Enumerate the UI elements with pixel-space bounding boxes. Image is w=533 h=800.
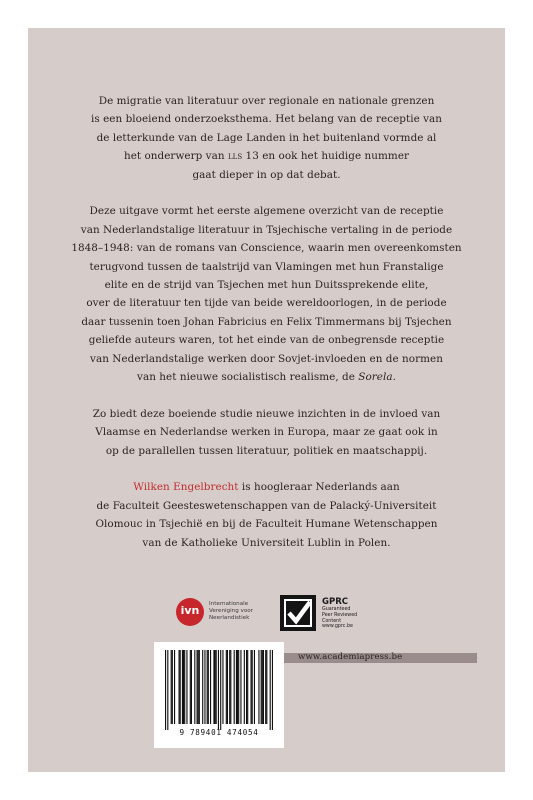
text-line [28,478,505,496]
text-line: Vlaamse en Nederlandse werken in Europa, maar ze gaat ook in [95,426,438,439]
barcode-bar [216,650,217,724]
barcode-bar [230,650,231,724]
barcode-bar [238,650,239,724]
gprc-line: Guaranteed [322,607,351,612]
text-line: 1848–1948: van de romans van Conscience, waarin men overeenkomsten [71,242,462,255]
ivn-logo [176,598,204,626]
barcode-bar [229,650,230,724]
barcode-bar [213,650,214,724]
barcode-bar [254,650,255,724]
isbn-barcode [165,650,273,730]
ivn-mark: ivn [180,604,200,617]
barcode-bar [266,650,267,724]
text-line: is een bloeiend onderzoeksthema. Het belang van de receptie van [90,113,443,126]
gprc-label [322,597,382,630]
text-fragment: . [392,371,396,384]
gprc-line: Peer Reviewed [322,612,358,618]
barcode-bar [171,650,172,724]
barcode-bar [227,650,228,724]
journal-abbreviation: lls [227,150,243,163]
author-paragraph [28,478,505,552]
gprc-url: www.gprc.be [322,624,353,630]
checkmark-icon [280,595,316,631]
barcode-bar [226,650,227,724]
barcode-bar [199,650,200,724]
overview-paragraph [28,202,505,386]
ivn-name-line: Internationale [209,601,249,607]
text-fragment: 13 en ook het huidige nummer [242,150,410,163]
text-line: van Nederlandstalige werken door Sovjet-invloeden en de normen [90,352,443,365]
barcode-bar [252,650,253,724]
barcode-bar [263,650,264,724]
barcode-bar [182,650,183,724]
text-line [28,368,505,386]
barcode-bar [258,650,259,724]
publisher-url[interactable]: www.academiapress.be [298,652,403,662]
author-name: Wilken Engelbrecht [133,481,239,494]
barcode-bar [174,650,175,724]
intro-paragraph [28,92,505,184]
text-line: van de Katholieke Universiteit Lublin in Polen. [142,536,391,549]
barcode-label [154,642,284,748]
barcode-bar [179,650,180,724]
text-line: Olomouc in Tsjechië en bij de Faculteit Humane Wetenschappen [95,518,438,531]
barcode-bar [198,650,199,724]
barcode-bar [207,650,208,724]
text-line: Deze uitgave vormt het eerste algemene overzicht van de receptie [89,205,444,218]
barcode-bar [165,650,166,730]
barcode-bar [246,650,247,724]
gprc-title: GPRC [322,597,348,607]
barcode-bar [180,650,181,724]
barcode-bar [270,650,271,730]
text-line: over de literatuur ten tijde van beide wereldoorlogen, in de periode [86,297,447,310]
barcode-bar [191,650,192,724]
barcode-bar [194,650,195,724]
text-line [28,147,505,165]
barcode-bar [244,650,245,724]
gprc-line: Content [322,618,342,624]
text-fragment: het onderwerp van [123,150,228,163]
barcode-bar [167,650,168,730]
text-fragment: is hoogleraar Nederlands aan [238,481,400,494]
publisher-logos [176,595,396,631]
barcode-bar [210,650,211,724]
barcode-bar [261,650,262,724]
text-line: Zo biedt deze boeiende studie nieuwe inzichten in de invloed van [92,407,441,420]
text-line: daar tussenin toen Johan Fabricius en Felix Timmermans bij Tsjechen [81,315,452,328]
barcode-bar [183,650,184,724]
barcode-bar [202,650,203,724]
barcode-bar [172,650,173,724]
barcode-bar [236,650,237,724]
barcode-bar [272,650,273,730]
text-line: gaat dieper in op dat debat. [192,168,341,181]
ivn-name-line: Neerlandistiek [209,614,250,621]
text-line: de Faculteit Geesteswetenschappen van de Palacký-Universiteit [96,499,437,512]
barcode-bar [190,650,191,724]
text-fragment: van het nieuwe socialistisch realisme, de [137,371,359,384]
barcode-bar [197,650,198,724]
barcode-bar [215,650,216,724]
text-line: De migratie van literatuur over regionale en nationale grenzen [98,95,435,107]
text-line: de letterkunde van de Lage Landen in het buitenland vormde al [96,131,437,144]
text-line: van Nederlandstalige literatuur in Tsjechische vertaling in de periode [80,223,453,236]
barcode-bar [222,650,223,724]
barcode-bar [208,650,209,724]
barcode-bar [186,650,187,724]
barcode-bar [218,650,219,730]
barcode-bar [262,650,263,724]
barcode-bar [247,650,248,724]
text-line: terugvond tussen de taalstrijd van Vlamingen met hun Franstalige [89,260,444,273]
barcode-bar [265,650,266,724]
barcode-bar [234,650,235,724]
summary-paragraph [28,405,505,460]
barcode-bar [184,650,185,724]
sorela-term: Sorela [358,371,393,384]
back-cover-text [28,92,505,571]
barcode-bar [251,650,252,724]
text-line: op de parallellen tussen literatuur, politiek en maatschappij. [105,444,428,457]
text-line: geliefde auteurs waren, tot het einde van de onbegrensde receptie [88,334,445,347]
barcode-bar [237,650,238,724]
barcode-bar [240,650,241,724]
text-line: elite en de strijd van Tsjechen met hun Duitssprekende elite, [104,279,429,292]
barcode-bar [220,650,221,730]
barcode-bar [204,650,205,724]
ivn-name-line: Vereniging voor [209,607,253,614]
ivn-name [209,601,271,621]
isbn-number: 9 789401 474054 [179,728,259,737]
